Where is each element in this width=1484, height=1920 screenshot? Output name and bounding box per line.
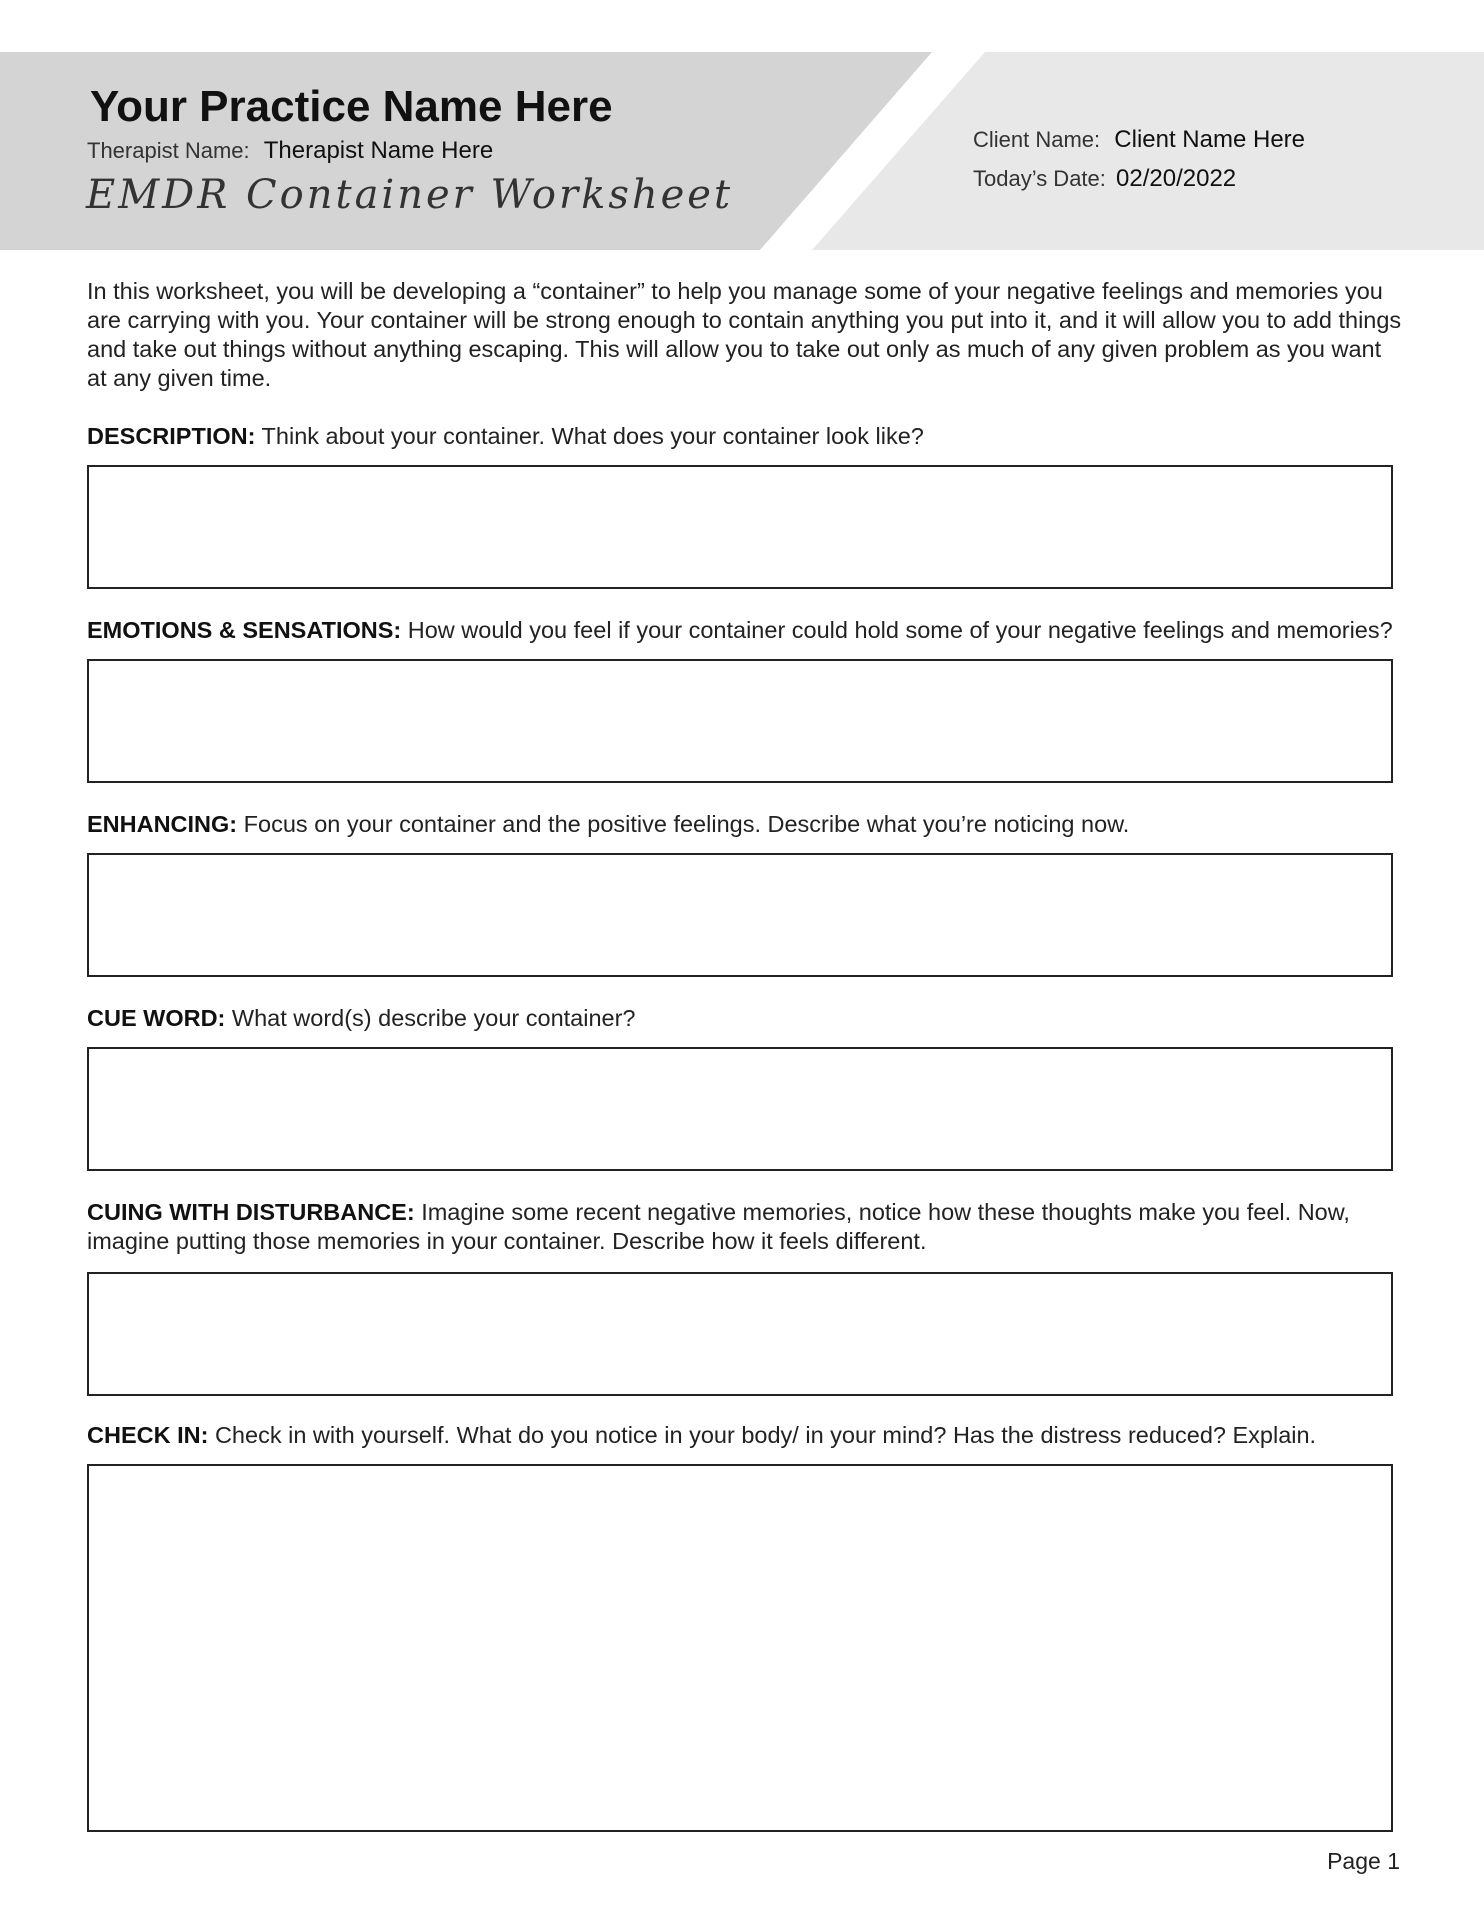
section-text: Think about your container. What does your container look like? (261, 423, 924, 449)
description-answer-box[interactable] (87, 465, 1393, 589)
section-label: CUE WORD: (87, 1005, 226, 1031)
worksheet-title: EMDR Container Worksheet (86, 172, 734, 218)
section-prompt-enhancing (87, 810, 1417, 839)
date-row (973, 165, 1236, 193)
section-label: ENHANCING: (87, 811, 238, 837)
section-text: Focus on your container and the positive feelings. Describe what you’re noticing now. (243, 811, 1130, 837)
section-label: EMOTIONS & SENSATIONS: (87, 617, 402, 643)
page-number: Page 1 (1327, 1848, 1400, 1874)
check-in-answer-box[interactable] (87, 1464, 1393, 1832)
enhancing-answer-box[interactable] (87, 853, 1393, 977)
section-prompt-emotions (87, 616, 1417, 645)
date-label: Today’s Date: (973, 166, 1106, 191)
client-value: Client Name Here (1114, 126, 1306, 153)
intro-paragraph: In this worksheet, you will be developing a “container” to help you manage some of your negative feelings and memories you are carrying with you. Your container will be strong enough to contain anything you put into it, and it will allow you to add things and take out things without anything escaping. This will allow you to take out only as much of any given problem as you want at any given time. (87, 278, 1402, 391)
section-prompt-check-in (87, 1421, 1417, 1450)
section-text: What word(s) describe your container? (231, 1005, 636, 1031)
section-text: How would you feel if your container could hold some of your negative feelings and memories? (407, 617, 1393, 643)
section-text: Check in with yourself. What do you notice in your body/ in your mind? Has the distress reduced? Explain. (214, 1422, 1317, 1448)
section-prompt-cuing (87, 1198, 1417, 1256)
cuing-answer-box[interactable] (87, 1272, 1393, 1396)
client-label: Client Name: (973, 127, 1101, 152)
section-label: DESCRIPTION: (87, 423, 256, 449)
section-prompt-description (87, 422, 1417, 451)
therapist-row (87, 137, 493, 165)
practice-name: Your Practice Name Here (90, 82, 613, 131)
therapist-value: Therapist Name Here (263, 137, 494, 164)
therapist-label: Therapist Name: (87, 138, 250, 163)
section-label: CHECK IN: (87, 1422, 209, 1448)
section-text: Imagine some recent negative memories, notice how these thoughts make you feel. Now, imagine putting those memories in your container. Describe how it feels different. (87, 1199, 1350, 1254)
date-value: 02/20/2022 (1116, 165, 1237, 192)
section-label: CUING WITH DISTURBANCE: (87, 1199, 415, 1225)
cue-word-answer-box[interactable] (87, 1047, 1393, 1171)
emotions-answer-box[interactable] (87, 659, 1393, 783)
section-prompt-cue-word (87, 1004, 1417, 1033)
client-row (973, 126, 1305, 154)
